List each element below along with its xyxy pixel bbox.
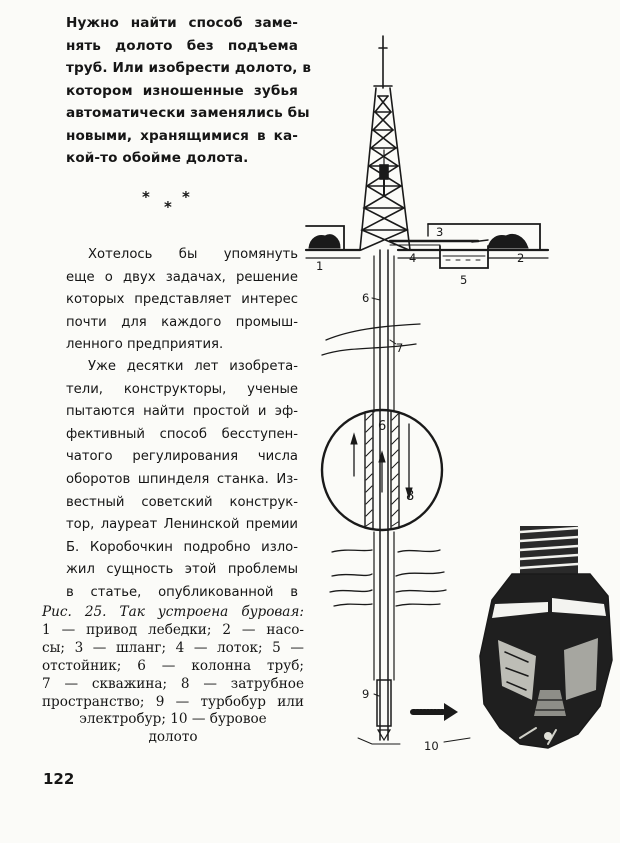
pump-station — [428, 224, 540, 250]
text-line: вестный советский конструк- — [66, 494, 298, 510]
mud-trough — [390, 241, 478, 245]
text-line: в статье, опубликованной в — [66, 584, 298, 600]
text-line: почти для каждого промыш- — [66, 314, 298, 330]
drill-bit-icon — [480, 526, 612, 748]
caption-line: 7 — скважина; 8 — затрубное — [42, 675, 304, 692]
derrick-tower-icon — [360, 36, 410, 250]
text-line: еще о двух задачах, решение — [66, 269, 298, 285]
label-1: 1 — [316, 259, 324, 273]
label-4: 4 — [409, 251, 417, 265]
label-9: 9 — [362, 687, 370, 701]
caption-line: пространство; 9 — турбобур или — [42, 693, 304, 710]
text-line: автоматически заменялись бы — [66, 105, 310, 121]
turbodrill — [377, 680, 391, 740]
label-7: 7 — [396, 341, 404, 355]
text-line: фективный способ бесступен- — [66, 426, 298, 442]
text-line: труб. Или изобрести долото, в — [66, 60, 312, 76]
text-line: жил сущность этой проблемы — [66, 562, 298, 578]
label-3: 3 — [436, 225, 444, 239]
page-number: 122 — [43, 770, 75, 788]
asterisk: * — [164, 198, 172, 216]
text-line: Нужно найти способ заме- — [66, 15, 298, 31]
label-8: 8 — [406, 489, 415, 504]
label-10: 10 — [424, 739, 439, 753]
text-line: нять долото без подъема — [66, 37, 298, 54]
text-line: которых представляет интерес — [66, 292, 298, 308]
label-6-inset: 6 — [378, 419, 387, 434]
motion-arrow-icon — [413, 703, 458, 721]
text-line: тели, конструкторы, ученые — [66, 381, 298, 397]
text-line: пытаются найти простой и эф- — [66, 404, 298, 420]
text-line: кой-то обойме долота. — [66, 150, 249, 166]
text-line: оборотов шпинделя станка. Из- — [66, 471, 298, 487]
label-6: 6 — [362, 291, 370, 305]
label-2: 2 — [517, 251, 525, 265]
text-line: котором изношенные зубья — [66, 82, 298, 99]
caption-line: долото — [148, 729, 198, 746]
winch-drive — [306, 226, 344, 250]
caption-title: Рис. 25. Так устроена буровая: — [42, 604, 304, 620]
text-line: Хотелось бы упомянуть — [88, 247, 298, 262]
text-line: чатого регулирования числа — [66, 449, 298, 465]
caption-line: сы; 3 — шланг; 4 — лоток; 5 — — [42, 639, 304, 656]
text-line: тор, лауреат Ленинской премии — [66, 517, 298, 533]
ground-surface — [306, 250, 548, 258]
text-line: новыми, хранящимися в ка- — [66, 127, 298, 144]
rock-strata — [322, 324, 446, 606]
text-line: Б. Коробочкин подробно изло- — [66, 539, 298, 555]
text-line: ленного предприятия. — [66, 337, 224, 353]
caption-line: 1 — привод лебедки; 2 — насо- — [42, 621, 304, 638]
caption-line: электробур; 10 — буровое — [79, 711, 267, 728]
asterisk: * — [182, 188, 190, 206]
asterisk: * — [142, 188, 150, 206]
caption-line: отстойник; 6 — колонна труб; — [42, 657, 304, 674]
text-line: Уже десятки лет изобрета- — [88, 359, 298, 374]
label-5: 5 — [460, 273, 468, 287]
